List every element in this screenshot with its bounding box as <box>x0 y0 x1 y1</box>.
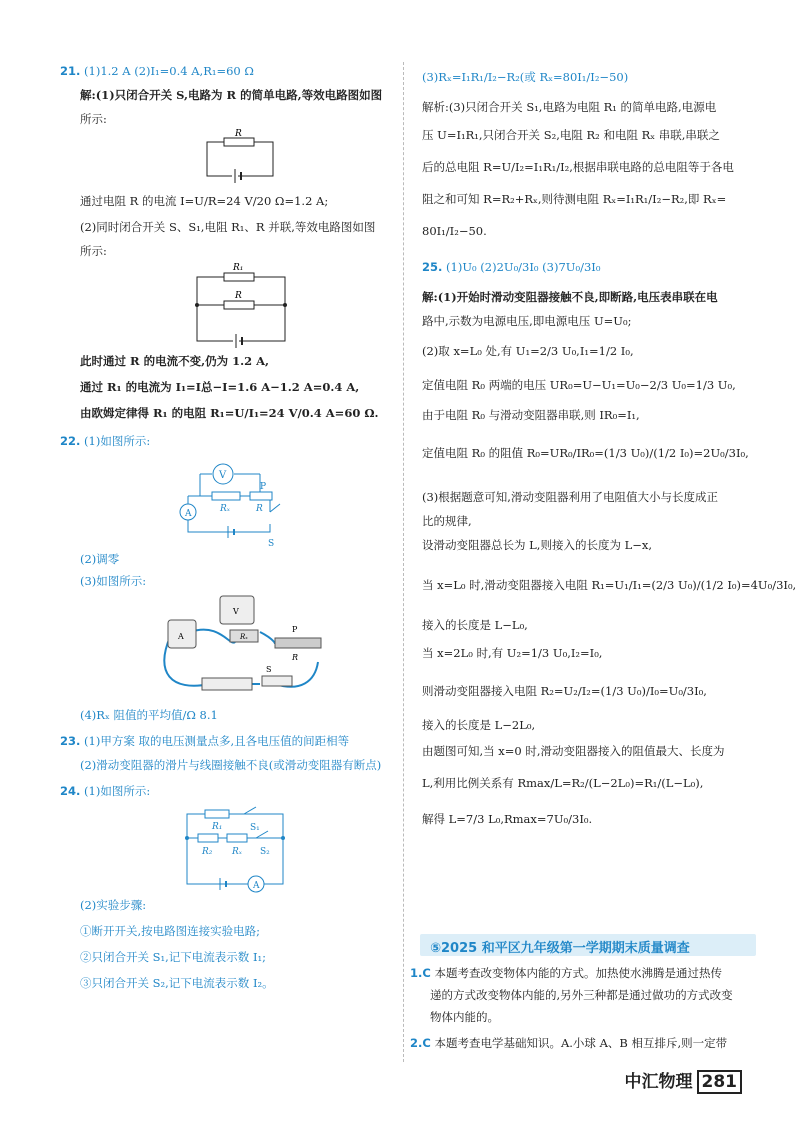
label-R-apparatus: R <box>292 653 299 662</box>
circuit-diagram-simple <box>60 129 392 186</box>
section-content <box>410 966 760 1050</box>
s1-number: 1.C <box>410 966 431 980</box>
s2-text-1: 本题考查电学基础知识。A.小球 A、B 相互排斥,则一定带 <box>434 1036 728 1050</box>
q25-line-5: 由于电阻 R₀ 与滑动变阻器串联,则 IR₀=I₁, <box>422 408 640 422</box>
q21-line-4: (2)同时闭合开关 S、S₁,电阻 R₁、R 并联,等效电路图如图 <box>80 220 376 234</box>
label-R1-q24: R₁ <box>212 822 223 832</box>
column-divider <box>403 62 404 1062</box>
label-V-apparatus: V <box>233 607 239 616</box>
label-S-apparatus: S <box>266 665 272 674</box>
q24-line-5: ③只闭合开关 S₂,记下电流表示数 I₂。 <box>80 976 274 990</box>
page-footer <box>625 1067 743 1092</box>
s2-line-1 <box>410 1036 760 1050</box>
q24-line-4: ②只闭合开关 S₁,记下电流表示数 I₁; <box>80 950 266 964</box>
q24-analysis-line-3: 后的总电阻 R=U/I₂=I₁R₁/I₂,根据串联电路的总电阻等于各电 <box>422 160 734 174</box>
s1-line-2: 递的方式改变物体内能的,另外三种都是通过做功的方式改变 <box>430 988 733 1002</box>
label-Rx-q24: Rₓ <box>232 847 242 857</box>
q25-line-14: 接入的长度是 L−2L₀, <box>422 718 536 732</box>
q23-part1: (1)甲方案 取的电压测量点多,且各电压值的间距相等 <box>84 734 350 748</box>
q25-line-13: 则滑动变阻器接入电阻 R₂=U₂/I₂=(1/3 U₀)/I₀=U₀/3I₀, <box>422 684 707 698</box>
q25-line-12: 当 x=2L₀ 时,有 U₂=1/3 U₀,I₂=I₀, <box>422 646 603 660</box>
q21-line-2: 所示: <box>80 112 107 126</box>
q21-answer: (1)1.2 A (2)I₁=0.4 A,R₁=60 Ω <box>84 64 254 78</box>
q25-line-10: 当 x=L₀ 时,滑动变阻器接入电阻 R₁=U₁/I₁=(2/3 U₀)/(1/2 I₀)=4U₀/3I₀, <box>422 578 797 592</box>
q24-analysis-line-1: 解析:(3)只闭合开关 S₁,电路为电阻 R₁ 的简单电路,电源电 <box>422 100 717 114</box>
page-number: 281 <box>697 1070 743 1094</box>
q22-part1: (1)如图所示: <box>84 434 151 448</box>
q25-answer-line <box>422 260 752 274</box>
q25-line-6: 定值电阻 R₀ 的阻值 R₀=UR₀/IR₀=(1/3 U₀)/(1/2 I₀)=2U₀/3I₀, <box>422 446 749 460</box>
label-R: R <box>235 129 242 139</box>
q21-line-7: 通过 R₁ 的电流为 I₁=I总−I=1.6 A−1.2 A=0.4 A, <box>80 380 360 394</box>
footer-title: 中汇物理 <box>624 1072 693 1092</box>
label-A-q24: A <box>253 881 260 891</box>
label-P: P <box>260 482 267 492</box>
q22-line-3: (3)如图所示: <box>80 574 147 588</box>
q25-answer: (1)U₀ (2)2U₀/3I₀ (3)7U₀/3I₀ <box>446 260 601 274</box>
q21-line-5: 所示: <box>80 244 107 258</box>
q25-line-3: (2)取 x=L₀ 处,有 U₁=2/3 U₀,I₁=1/2 I₀, <box>422 344 634 358</box>
q22-line-2: (2)调零 <box>80 552 120 566</box>
q25-line-16: L,利用比例关系有 Rmax/L=R₂/(L−2L₀)=R₁/(L−L₀), <box>422 776 704 790</box>
label-Rx: Rₓ <box>220 504 230 514</box>
s1-line-3: 物体内能的。 <box>430 1010 499 1024</box>
s1-line-1 <box>410 966 760 980</box>
q24-analysis-line-4: 阻之和可知 R=R₂+Rₓ,则待测电阻 Rₓ=I₁R₁/I₂−R₂,即 Rₓ= <box>422 192 727 206</box>
q21-answer-line <box>60 64 392 78</box>
label-S-q22: S <box>268 539 275 549</box>
q24-number: 24. <box>60 784 81 798</box>
q25-line-15: 由题图可知,当 x=0 时,滑动变阻器接入的阻值最大、长度为 <box>422 744 725 758</box>
q21-line-8: 由欧姆定律得 R₁ 的电阻 R₁=U/I₁=24 V/0.4 A=60 Ω. <box>80 406 379 420</box>
right-column <box>422 62 797 826</box>
circuit-diagram-parallel <box>60 264 392 346</box>
q21-line-1: 解:(1)只闭合开关 S,电路为 R 的简单电路,等效电路图如图 <box>80 88 383 102</box>
q24-part1: (1)如图所示: <box>84 784 151 798</box>
label-V: V <box>219 470 227 481</box>
q25-line-11: 接入的长度是 L−L₀, <box>422 618 528 632</box>
s1-text-1: 本题考查改变物体内能的方式。加热使水沸腾是通过热传 <box>434 966 722 980</box>
q25-line-8: 比的规律, <box>422 514 472 528</box>
q24-analysis-line-5: 80I₁/I₂−50. <box>422 224 487 238</box>
circuit-diagram-q22 <box>60 454 392 549</box>
label-R-q22: R <box>256 504 263 514</box>
label-Rx-apparatus: Rₓ <box>240 633 248 641</box>
q21-line-3: 通过电阻 R 的电流 I=U/R=24 V/20 Ω=1.2 A; <box>80 194 329 208</box>
q24-line-2: (2)实验步骤: <box>80 898 147 912</box>
section-title: ⑤2025 和平区九年级第一学期期末质量调查 <box>430 941 690 956</box>
label-S1-q24: S₁ <box>250 823 260 833</box>
label-A-q22: A <box>185 509 192 519</box>
q24-line-3: ①断开开关,按电路图连接实验电路; <box>80 924 261 938</box>
label-S2-q24: S₂ <box>260 847 270 857</box>
label-R-parallel: R <box>235 291 242 301</box>
label-A-apparatus: A <box>178 632 184 641</box>
q25-line-17: 解得 L=7/3 L₀,Rmax=7U₀/3I₀. <box>422 812 593 826</box>
q24-part3-answer: (3)Rₓ=I₁R₁/I₂−R₂(或 Rₓ=80I₁/I₂−50) <box>422 70 629 84</box>
label-P-apparatus: P <box>292 625 298 634</box>
q25-line-7: (3)根据题意可知,滑动变阻器利用了电阻值大小与长度成正 <box>422 490 718 504</box>
q24-analysis-line-2: 压 U=I₁R₁,只闭合开关 S₂,电阻 R₂ 和电阻 Rₓ 串联,串联之 <box>422 128 720 142</box>
q21-number: 21. <box>60 64 81 78</box>
q23-number: 23. <box>60 734 81 748</box>
q25-line-1: 解:(1)开始时滑动变阻器接触不良,即断路,电压表串联在电 <box>422 290 718 304</box>
q23-line-1 <box>60 734 392 748</box>
left-column <box>60 62 392 990</box>
circuit-diagram-q24 <box>60 804 392 891</box>
s2-number: 2.C <box>410 1036 431 1050</box>
q22-line-4: (4)Rₓ 阻值的平均值/Ω 8.1 <box>80 708 218 722</box>
q22-number: 22. <box>60 434 81 448</box>
q23-line-2: (2)滑动变阻器的滑片与线圈接触不良(或滑动变阻器有断点) <box>80 758 382 772</box>
q25-line-2: 路中,示数为电源电压,即电源电压 U=U₀; <box>422 314 632 328</box>
q22-line-1 <box>60 434 392 448</box>
q25-line-9: 设滑动变阻器总长为 L,则接入的长度为 L−x, <box>422 538 653 552</box>
label-R2-q24: R₂ <box>202 847 213 857</box>
label-R1: R₁ <box>233 263 244 273</box>
q25-line-4: 定值电阻 R₀ 两端的电压 UR₀=U−U₁=U₀−2/3 U₀=1/3 U₀, <box>422 378 736 392</box>
q21-line-6: 此时通过 R 的电流不变,仍为 1.2 A, <box>80 354 270 368</box>
q25-number: 25. <box>422 260 443 274</box>
q24-line-1 <box>60 784 392 798</box>
apparatus-drawing-q22 <box>60 592 392 702</box>
